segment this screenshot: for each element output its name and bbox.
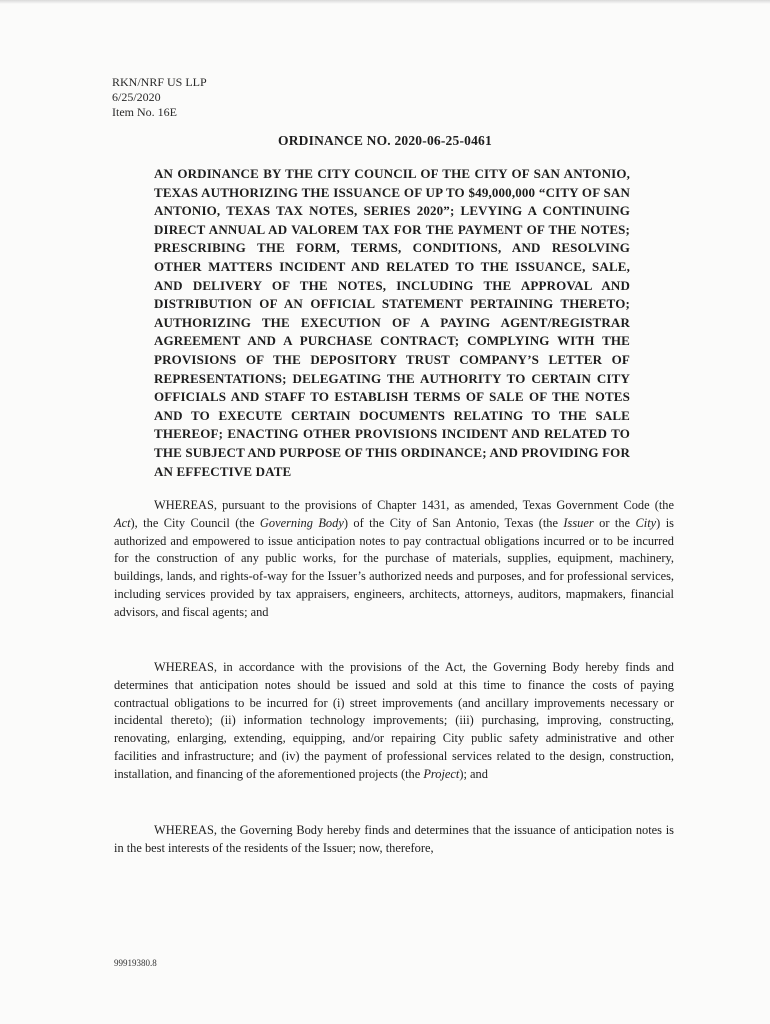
firm-name: RKN/NRF US LLP bbox=[112, 75, 207, 89]
text-segment: WHEREAS, in accordance with the provisions of the Act, the Governing Body hereby finds and determines that anticipation notes should be issued and sold at this time to finance the costs of paying contractual obligations to be incurred for (i) street improvements (and ancillary improvements necessary or incidental thereto); (ii) information technology improvements; (iii) purchasing, improving, constructing, renovating, enlarging, extending, equipping, and/or repairing City public safety administrative and other facilities and infrastructure; and (iv) the payment of professional services related to the design, construction, installation, and financing of the aforementioned projects (the bbox=[114, 660, 674, 781]
text-segment: ) of the City of San Antonio, Texas (the bbox=[343, 515, 564, 530]
whereas-paragraph-2 bbox=[114, 659, 674, 784]
text-segment: WHEREAS, the Governing Body hereby finds and determines that the issuance of anticipation notes is in the best interests of the residents of the Issuer; now, therefore, bbox=[114, 823, 674, 855]
item-number: Item No. 16E bbox=[112, 105, 177, 119]
ordinance-caption: AN ORDINANCE BY THE CITY COUNCIL OF THE CITY OF SAN ANTONIO, TEXAS AUTHORIZING THE ISSUANCE OF UP TO $49,000,000 “CITY OF SAN ANTONIO, TEXAS TAX NOTES, SERIES 2020”; LEVYING A CONTINUING DIRECT ANNUAL AD VALOREM TAX FOR THE PAYMENT OF THE NOTES; PRESCRIBING THE FORM, TERMS, CONDITIONS, AND RESOLVING OTHER MATTERS INCIDENT AND RELATED TO THE ISSUANCE, SALE, AND DELIVERY OF THE NOTES, INCLUDING THE APPROVAL AND DISTRIBUTION OF AN OFFICIAL STATEMENT PERTAINING THERETO; AUTHORIZING THE EXECUTION OF A PAYING AGENT/REGISTRAR AGREEMENT AND A PURCHASE CONTRACT; COMPLYING WITH THE PROVISIONS OF THE DEPOSITORY TRUST COMPANY’S LETTER OF REPRESENTATIONS; DELEGATING THE AUTHORITY TO CERTAIN CITY OFFICIALS AND STAFF TO ESTABLISH TERMS OF SALE OF THE NOTES AND TO EXECUTE CERTAIN DOCUMENTS RELATING TO THE SALE THEREOF; ENACTING OTHER PROVISIONS INCIDENT AND RELATED TO THE SUBJECT AND PURPOSE OF THIS ORDINANCE; AND PROVIDING FOR AN EFFECTIVE DATE bbox=[154, 166, 630, 479]
defined-term: Governing Body bbox=[259, 515, 344, 530]
scan-edge bbox=[0, 0, 770, 4]
document-id-footer: 99919380.8 bbox=[114, 958, 157, 968]
whereas-paragraph-3 bbox=[114, 822, 674, 858]
text-segment: ) is authorized and empowered to issue anticipation notes to pay contractual obligations incurred or to be incurred for the construction of any public works, for the purchase of materials, supplies, equipment, machinery, buildings, lands, and rights-of-way for the Issuer’s authorized needs and purposes, and for professional services, including services provided by tax appraisers, engineers, architects, attorneys, auditors, mapmakers, financial advisors, and fiscal agents; and bbox=[114, 515, 674, 619]
defined-term: Project bbox=[423, 766, 460, 781]
text-segment: ); and bbox=[459, 766, 488, 781]
defined-term: City bbox=[635, 515, 657, 530]
text-segment: ), the City Council (the bbox=[130, 515, 260, 530]
text-segment: or the bbox=[593, 515, 636, 530]
document-header bbox=[112, 75, 207, 120]
text-segment: WHEREAS, pursuant to the provisions of Chapter 1431, as amended, Texas Government Code (the bbox=[154, 498, 674, 512]
whereas-paragraph-1 bbox=[114, 497, 674, 622]
defined-term: Issuer bbox=[563, 515, 594, 530]
document-date: 6/25/2020 bbox=[112, 90, 161, 104]
ordinance-title: ORDINANCE NO. 2020-06-25-0461 bbox=[278, 133, 492, 148]
defined-term: Act bbox=[114, 515, 131, 530]
